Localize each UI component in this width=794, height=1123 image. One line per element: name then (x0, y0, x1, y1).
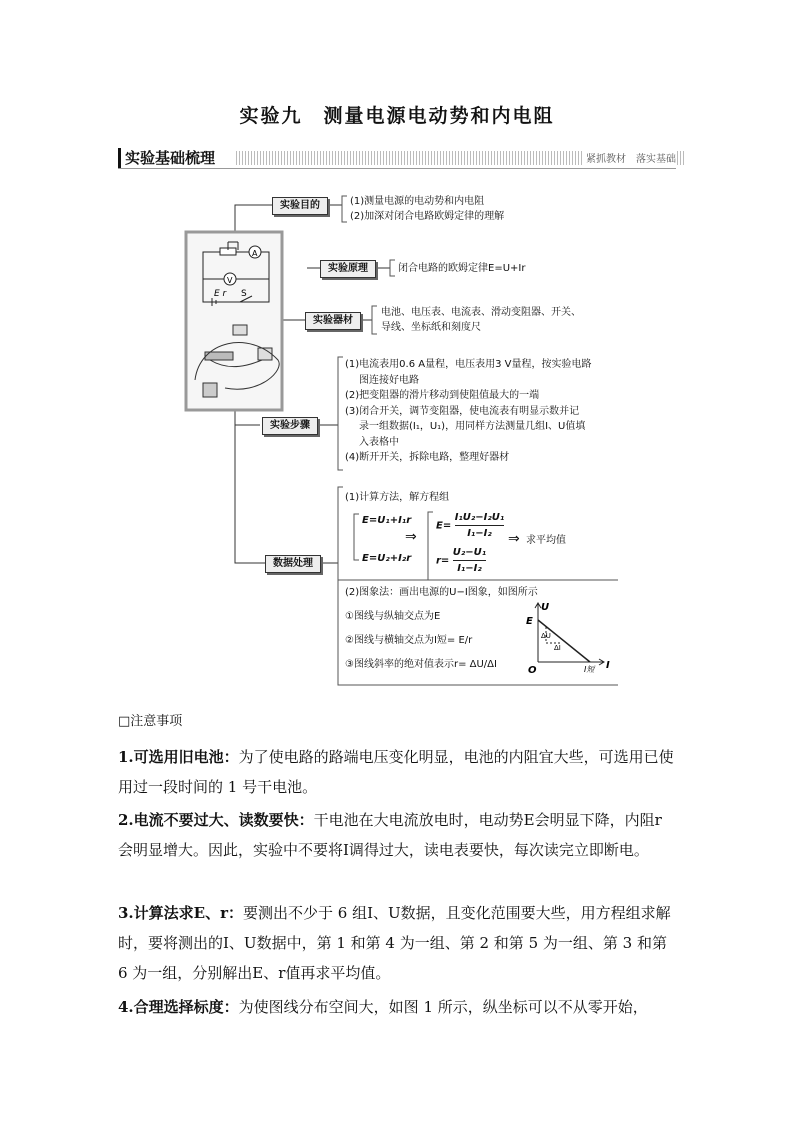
equipment-text (381, 305, 581, 335)
note-2 (118, 805, 674, 865)
graph-item-2: ②图线与横轴交点为I短= E/r (345, 635, 473, 646)
eq2: E=U₂+I₂r (362, 553, 412, 564)
graph-item-1: ①图线与纵轴交点为E (345, 611, 441, 622)
note-3-bold: 3.计算法求E、r： (118, 904, 243, 922)
purpose-items (350, 194, 504, 224)
voltmeter-label: V (227, 276, 233, 285)
step-line-5: 录一组数据(I₁，U₁)，用同样方法测量几组I、U值填 (359, 421, 586, 432)
graph-e-label: E (526, 616, 533, 627)
arrow-2: ⇒ (508, 531, 520, 547)
arrow-1: ⇒ (405, 529, 417, 545)
principle-text: 闭合电路的欧姆定律E=U+Ir (398, 263, 526, 274)
label-steps: 实验步骤 (262, 417, 318, 435)
graph-i-label: I (606, 660, 610, 671)
note-1 (118, 742, 674, 802)
note-1-text: 为了使电路的路端电压变化明显，电池的内阻宜大些，可选用已使用过一段时间的 1 号干电池。 (118, 748, 674, 796)
sol-e-den: I₁−I₂ (467, 528, 492, 539)
step-line-7: (4)断开开关，拆除电路，整理好器材 (345, 452, 510, 463)
ammeter-label: A (252, 249, 258, 258)
note-4-bold: 4.合理选择标度： (118, 998, 239, 1016)
label-data: 数据处理 (265, 555, 321, 573)
graph-di-label: ΔI (554, 644, 561, 652)
note-4 (118, 992, 674, 1022)
note-2-bold: 2.电流不要过大、读数要快： (118, 811, 314, 829)
label-principle: 实验原理 (320, 260, 376, 278)
section-name: 实验基础梳理 (118, 148, 219, 168)
circuit-picture-frame (186, 232, 282, 410)
graph-title: (2)图象法：画出电源的U−I图象，如图所示 (345, 587, 538, 598)
step-line-2: 图连接好电路 (359, 374, 419, 386)
step-line-3: (2)把变阻器的滑片移动到使阻值最大的一端 (345, 390, 540, 401)
sol-r: r= $\frac{\text{U₂−U₁}}{\text{I₁−I₂}}$ (436, 547, 487, 574)
note-3-text: 要测出不少于 6 组I、U数据，且变化范围要大些，用方程组求解时，要将测出的I、U数据中，第 1 和第 4 为一组、第 2 和第 5 为一组、第 3 和第 6 为一组，分别解出E、r值再求平均值。 (118, 904, 671, 982)
purpose-item-2: (2)加深对闭合电路欧姆定律的理解 (350, 211, 505, 222)
graph-du-label: ΔU (541, 632, 551, 640)
section-right-text: 紧抓教材 落实基础 (582, 150, 676, 165)
purpose-item-1: (1)测量电源的电动势和内电阻 (350, 196, 485, 207)
notes-heading: □注意事项 (118, 714, 183, 729)
label-purpose: 实验目的 (272, 197, 328, 215)
step-line-1: (1)电流表用0.6 A量程，电压表用3 V量程，按实验电路 (345, 359, 592, 370)
switch-label: S (241, 289, 247, 299)
graph-ishort-label: I短 (584, 665, 595, 674)
step-line-4: (3)闭合开关，调节变阻器，使电流表有明显示数并记 (345, 405, 580, 417)
equipment-line-1: 电池、电压表、电流表、滑动变阻器、开关、 (381, 307, 581, 318)
graph-item-3: ③图线斜率的绝对值表示r= ΔU/ΔI (345, 659, 497, 670)
step-line-6: 入表格中 (359, 436, 399, 448)
equipment-line-2: 导线、坐标纸和刻度尺 (381, 322, 481, 333)
note-3 (118, 898, 674, 988)
sol-e-num: I₁U₂−I₂U₁ (455, 510, 505, 526)
note-2-text: 干电池在大电流放电时，电动势E会明显下降，内阻r会明显增大。因此，实验中不要将I调得过大，读电表要快，每次读完立即断电。 (118, 811, 662, 859)
sol-e: E= $\frac{\text{I₁U₂−I₂U₁}}{\text{I₁−I₂}}$ (436, 512, 505, 539)
label-equipment: 实验器材 (305, 312, 361, 330)
steps-text (345, 357, 591, 466)
graph-u-label: U (541, 602, 550, 613)
note-4-text: 为使图线分布空间大，如图 1 所示，纵坐标可以不从零开始， (238, 998, 648, 1016)
data-calc-title: (1)计算方法，解方程组 (345, 492, 450, 503)
battery-label: E r (214, 289, 227, 299)
graph-o-label: O (528, 665, 537, 676)
eq1: E=U₁+I₁r (362, 515, 412, 526)
sol-r-num: U₂−U₁ (453, 545, 486, 561)
avg-text: 求平均值 (526, 535, 566, 546)
page-title: 实验九 测量电源电动势和内电阻 (239, 105, 555, 127)
note-1-bold: 1.可选用旧电池： (118, 748, 239, 766)
sol-r-den: I₁−I₂ (457, 563, 482, 574)
